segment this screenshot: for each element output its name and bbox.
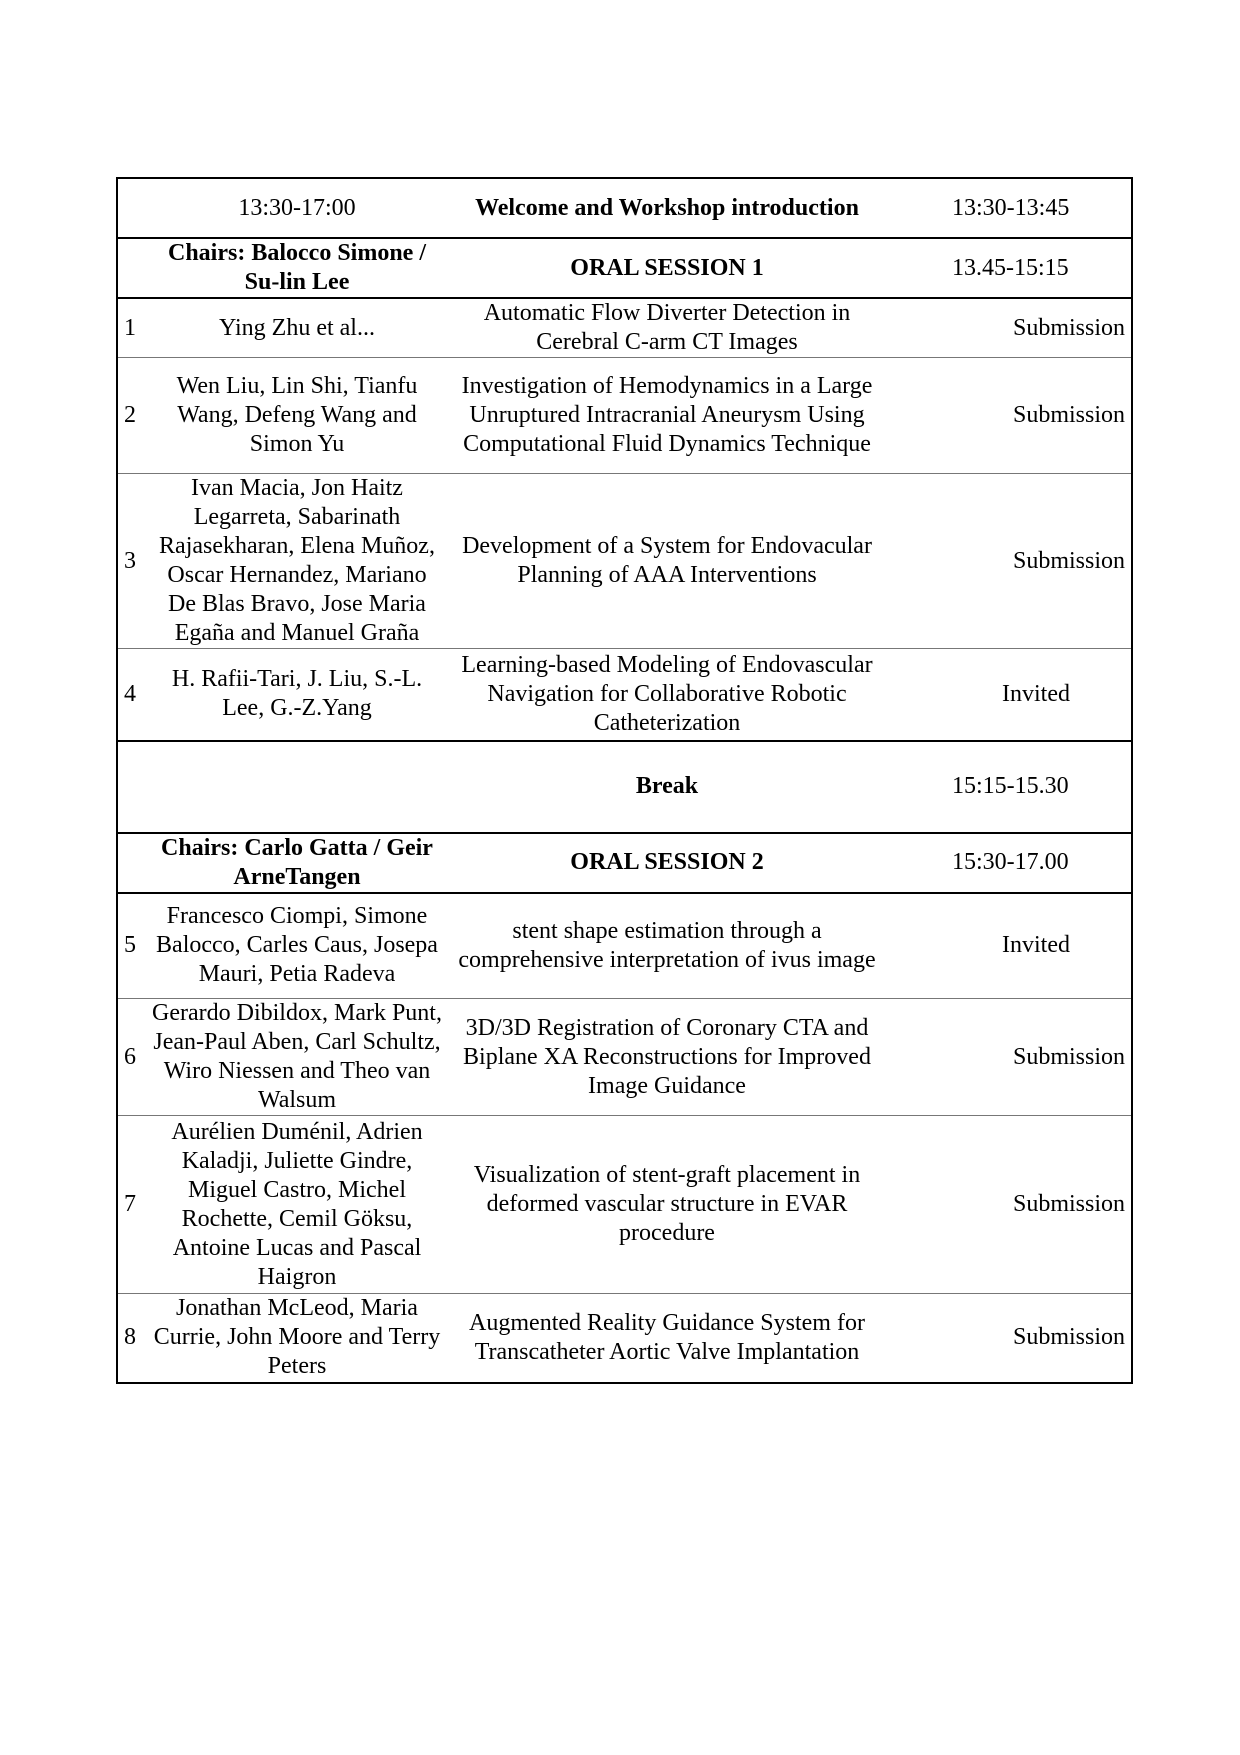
- table-row: [117, 298, 1132, 358]
- paper-type: Submission: [887, 1294, 1132, 1383]
- break-time: 15:15-15.30: [887, 741, 1132, 833]
- table-row: [117, 649, 1132, 741]
- paper-number: 6: [117, 999, 147, 1116]
- welcome-title: Welcome and Workshop introduction: [475, 194, 859, 221]
- paper-title: Development of a System for Endovacular Planning of AAA Interventions: [462, 533, 872, 588]
- paper-number: 2: [117, 358, 147, 474]
- break-row: [117, 741, 1132, 833]
- paper-type: Submission: [887, 474, 1132, 649]
- paper-authors: H. Rafii-Tari, J. Liu, S.-L. Lee, G.-Z.Yang: [171, 666, 423, 722]
- paper-title: Automatic Flow Diverter Detection in Cerebral C-arm CT Images: [483, 300, 851, 355]
- paper-number: 1: [117, 298, 147, 358]
- paper-type: Submission: [887, 1116, 1132, 1294]
- paper-authors: Francesco Ciompi, Simone Balocco, Carles Caus, Josepa Mauri, Petia Radeva: [156, 903, 438, 988]
- paper-title: Augmented Reality Guidance System for Transcatheter Aortic Valve Implantation: [469, 1309, 865, 1365]
- table-row: [117, 474, 1132, 649]
- paper-number: 7: [117, 1116, 147, 1294]
- break-authors-cell: [147, 741, 447, 833]
- paper-type: Submission: [887, 999, 1132, 1116]
- paper-number: 8: [117, 1294, 147, 1383]
- paper-number: 4: [117, 649, 147, 741]
- table-row: [117, 1116, 1132, 1294]
- session2-chairs: Chairs: Carlo Gatta / Geir ArneTangen: [161, 834, 433, 890]
- table-row: [117, 893, 1132, 999]
- session1-number-cell: [117, 238, 147, 298]
- session1-time: 13.45-15:15: [887, 238, 1132, 298]
- workshop-time-range: 13:30-17:00: [238, 194, 356, 221]
- session2-number-cell: [117, 833, 147, 893]
- session1-title: ORAL SESSION 1: [570, 254, 764, 281]
- session1-header-row: [117, 238, 1132, 298]
- paper-authors: Jonathan McLeod, Maria Currie, John Moore and Terry Peters: [153, 1295, 441, 1380]
- break-number-cell: [117, 741, 147, 833]
- table-row: [117, 999, 1132, 1116]
- paper-authors: Gerardo Dibildox, Mark Punt, Jean-Paul Aben, Carl Schultz, Wiro Niessen and Theo van Walsum: [152, 1000, 442, 1113]
- workshop-program-table: [116, 177, 1133, 1384]
- paper-authors: Wen Liu, Lin Shi, Tianfu Wang, Defeng Wang and Simon Yu: [176, 373, 418, 457]
- paper-type: Submission: [887, 358, 1132, 474]
- paper-type: Invited: [887, 893, 1132, 999]
- paper-title: 3D/3D Registration of Coronary CTA and Biplane XA Reconstructions for Improved Image Guidance: [463, 1014, 871, 1099]
- paper-title: Learning-based Modeling of Endovascular Navigation for Collaborative Robotic Catheterization: [461, 651, 873, 736]
- paper-title: Investigation of Hemodynamics in a Large Unruptured Intracranial Aneurysm Using Computational Fluid Dynamics Technique: [461, 373, 873, 457]
- welcome-time: 13:30-13:45: [887, 178, 1132, 238]
- paper-type: Invited: [887, 649, 1132, 741]
- session1-chairs: Chairs: Balocco Simone / Su-lin Lee: [168, 240, 426, 295]
- paper-title: Visualization of stent-graft placement in deformed vascular structure in EVAR procedure: [473, 1162, 861, 1246]
- paper-authors: Ivan Macia, Jon Haitz Legarreta, Sabarinath Rajasekharan, Elena Muñoz, Oscar Hernandez, Mariano De Blas Bravo, Jose Maria Egaña and Manuel Graña: [159, 475, 435, 646]
- table-row: [117, 1294, 1132, 1383]
- welcome-row: [117, 178, 1132, 238]
- session2-header-row: [117, 833, 1132, 893]
- paper-authors: Ying Zhu et al...: [219, 314, 375, 341]
- paper-number: 5: [117, 893, 147, 999]
- paper-title: stent shape estimation through a comprehensive interpretation of ivus image: [458, 917, 876, 973]
- session2-time: 15:30-17.00: [887, 833, 1132, 893]
- paper-type: Submission: [887, 298, 1132, 358]
- paper-authors: Aurélien Duménil, Adrien Kaladji, Juliette Gindre, Miguel Castro, Michel Rochette, Cemil Göksu, Antoine Lucas and Pascal Haigron: [171, 1118, 423, 1290]
- table-row: [117, 358, 1132, 474]
- session2-title: ORAL SESSION 2: [570, 849, 764, 875]
- welcome-number-cell: [117, 178, 147, 238]
- paper-number: 3: [117, 474, 147, 649]
- break-title: Break: [635, 773, 699, 799]
